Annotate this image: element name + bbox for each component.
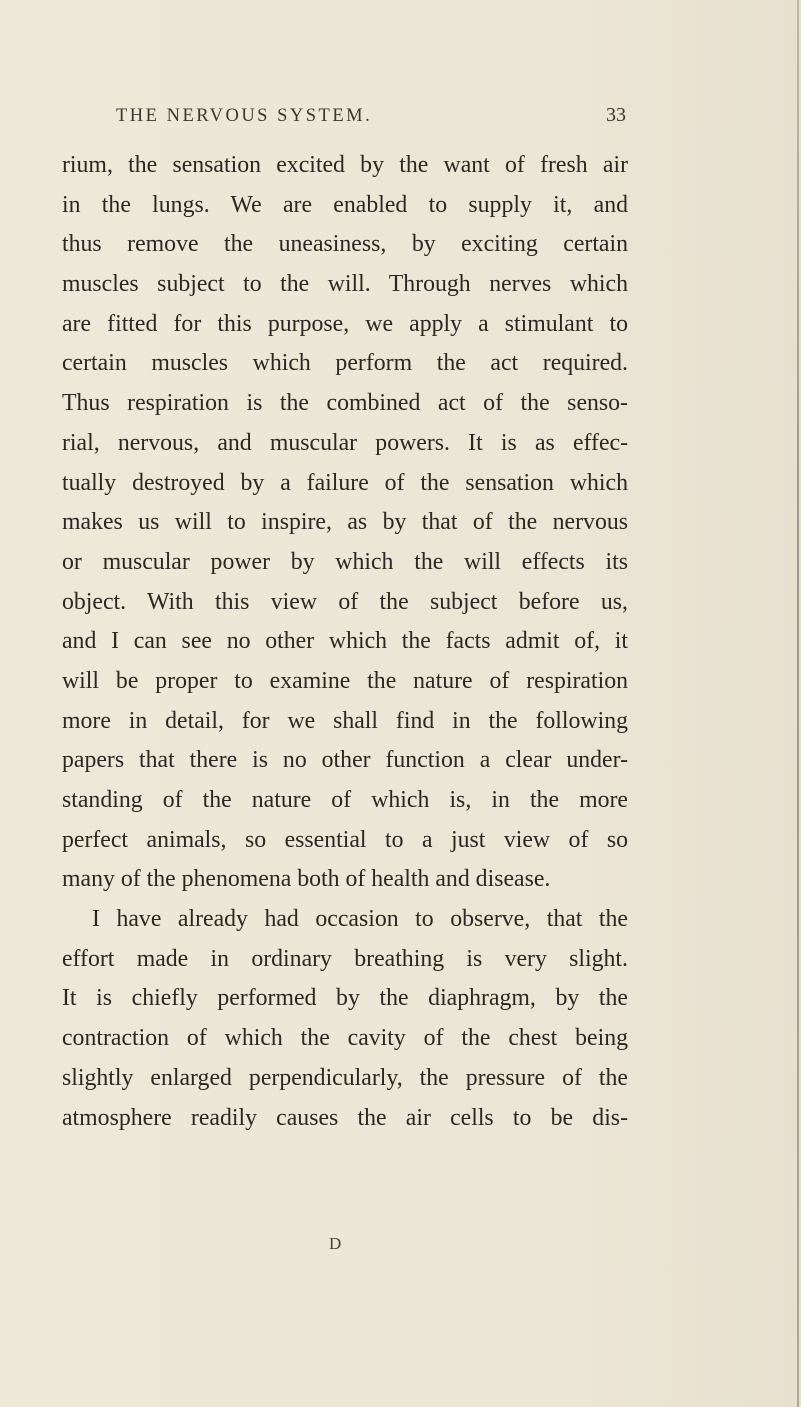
text-line: rial, nervous, and muscular powers. It is as effec- [62, 429, 628, 456]
text-line: certain muscles which perform the act required. [62, 350, 628, 377]
text-line: perfect animals, so essential to a just view of so [62, 826, 628, 853]
text-line: standing of the nature of which is, in the more [62, 787, 628, 813]
body-text [62, 146, 628, 1138]
text-line: It is chiefly performed by the diaphragm, by the [62, 985, 628, 1012]
paragraph-end-line: many of the phenomena both of health and disease. [62, 866, 551, 893]
paragraph-start-line: I have already had occasion to observe, that the [92, 906, 628, 933]
text-line: and I can see no other which the facts admit of, it [62, 628, 628, 655]
page-header [116, 106, 626, 136]
page-number: 33 [606, 104, 626, 126]
text-line: object. With this view of the subject before us, [62, 588, 628, 615]
running-title: THE NERVOUS SYSTEM. [116, 106, 373, 126]
text-line: slightly enlarged perpendicularly, the pressure of the [62, 1064, 628, 1091]
text-line: or muscular power by which the will effects its [62, 548, 628, 575]
text-line: muscles subject to the will. Through nerves which [62, 271, 628, 298]
text-line: will be proper to examine the nature of respiration [62, 667, 628, 694]
text-line: are fitted for this purpose, we apply a stimulant to [62, 310, 628, 337]
text-line: Thus respiration is the combined act of the senso- [62, 390, 628, 417]
signature-mark: D [329, 1234, 342, 1253]
text-line: more in detail, for we shall find in the following [62, 707, 628, 734]
page-edge [797, 0, 799, 1407]
text-line: makes us will to inspire, as by that of the nervous [62, 509, 628, 536]
text-line: thus remove the uneasiness, by exciting certain [62, 231, 628, 258]
text-line: effort made in ordinary breathing is very slight. [62, 945, 628, 972]
text-line: tually destroyed by a failure of the sensation which [62, 469, 628, 496]
text-line: in the lungs. We are enabled to supply it, and [62, 191, 628, 218]
text-line: atmosphere readily causes the air cells to be dis- [62, 1104, 628, 1131]
text-line: rium, the sensation excited by the want of fresh air [62, 152, 628, 178]
text-line: papers that there is no other function a clear under- [62, 747, 628, 774]
text-line: contraction of which the cavity of the chest being [62, 1025, 628, 1052]
